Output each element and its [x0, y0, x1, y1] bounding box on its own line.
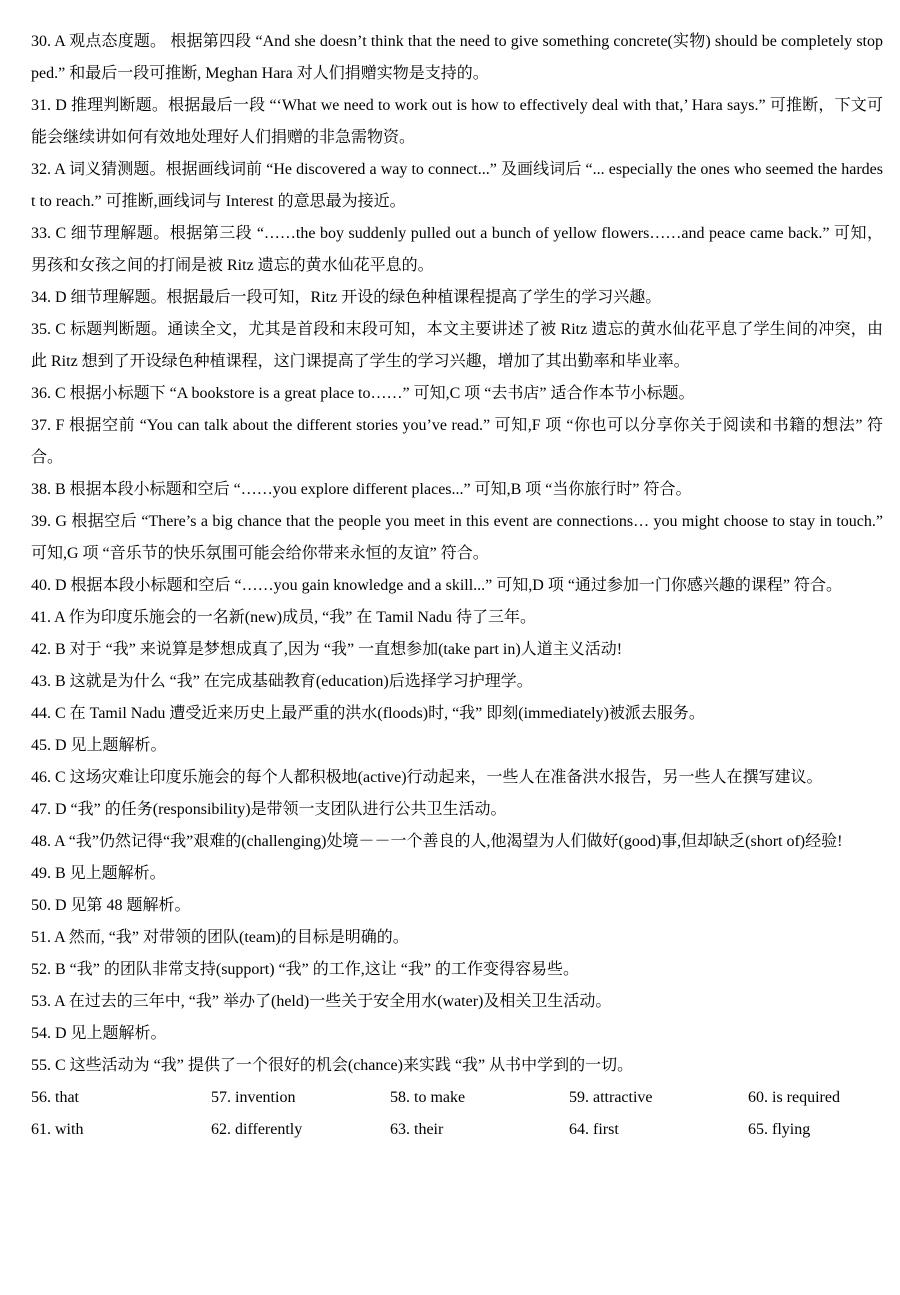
- answer-48: 48. A “我”仍然记得“我”艰难的(challenging)处境－－一个善良的人,他渴望为人们做好(good)事,但却缺乏(short of)经验!: [31, 833, 843, 850]
- answer-46: 46. C 这场灾难让印度乐施会的每个人都积极地(active)行动起来，一些人在准备洪水报告，另一些人在撰写建议。: [31, 769, 823, 786]
- answer-53: 53. A 在过去的三年中, “我” 举办了(held)一些关于安全用水(water)及相关卫生活动。: [31, 993, 612, 1010]
- answer-31: 31. D 推理判断题。根据最后一段 “‘What we need to work out is how to effectively deal with that,’ Hara says.” 可推断，下文可能会继续讲如何有效地处理好人们捐赠的非急需物资。: [31, 97, 883, 146]
- answer-55: 55. C 这些活动为 “我” 提供了一个很好的机会(chance)来实践 “我” 从书中学到的一切。: [31, 1057, 634, 1074]
- answer-explanations: [31, 26, 883, 1082]
- answer-40: 40. D 根据本段小标题和空后 “……you gain knowledge and a skill...” 可知,D 项 “通过参加一门你感兴趣的课程” 符合。: [31, 577, 843, 594]
- answer-50: 50. D 见第 48 题解析。: [31, 897, 191, 914]
- answer-41: 41. A 作为印度乐施会的一名新(new)成员, “我” 在 Tamil Nadu 待了三年。: [31, 609, 537, 626]
- fill-answer-59: 59. attractive: [569, 1089, 653, 1106]
- answer-49: 49. B 见上题解析。: [31, 865, 166, 882]
- answer-45: 45. D 见上题解析。: [31, 737, 167, 754]
- fill-answer-62: 62. differently: [211, 1121, 303, 1138]
- answer-43: 43. B 这就是为什么 “我” 在完成基础教育(education)后选择学习护理学。: [31, 673, 533, 690]
- answer-38: 38. B 根据本段小标题和空后 “……you explore different places...” 可知,B 项 “当你旅行时” 符合。: [31, 481, 692, 498]
- answer-32: 32. A 词义猜测题。根据画线词前 “He discovered a way to connect...” 及画线词后 “... especially the ones who seemed the hardest to reach.” 可推断,画线词与 Interest 的意思最为接近。: [31, 161, 883, 210]
- fill-answer-58: 58. to make: [390, 1089, 466, 1106]
- fill-in-answers-grid: [31, 1082, 883, 1146]
- answer-key-page: [31, 26, 883, 1146]
- fill-answer-64: 64. first: [569, 1121, 619, 1138]
- answer-37: 37. F 根据空前 “You can talk about the different stories you’ve read.” 可知,F 项 “你也可以分享你关于阅读和书籍的想法” 符合。: [31, 417, 883, 466]
- fill-answer-60: 60. is required: [748, 1089, 840, 1106]
- answer-35: 35. C 标题判断题。通读全文，尤其是首段和末段可知，本文主要讲述了被 Ritz 遗忘的黄水仙花平息了学生间的冲突，由此 Ritz 想到了开设绿色种植课程，这门课提高了学生的学习兴趣，增加了其出勤率和毕业率。: [31, 321, 883, 370]
- answer-34: 34. D 细节理解题。根据最后一段可知，Ritz 开设的绿色种植课程提高了学生的学习兴趣。: [31, 289, 662, 306]
- fill-answer-65: 65. flying: [748, 1121, 811, 1138]
- answer-36: 36. C 根据小标题下 “A bookstore is a great place to……” 可知,C 项 “去书店” 适合作本节小标题。: [31, 385, 695, 402]
- answer-54: 54. D 见上题解析。: [31, 1025, 167, 1042]
- fill-answer-61: 61. with: [31, 1121, 84, 1138]
- answer-52: 52. B “我” 的团队非常支持(support) “我” 的工作,这让 “我” 的工作变得容易些。: [31, 961, 579, 978]
- fill-answer-63: 63. their: [390, 1121, 444, 1138]
- answer-33: 33. C 细节理解题。根据第三段 “……the boy suddenly pulled out a bunch of yellow flowers……and peace came back.” 可知，男孩和女孩之间的打闹是被 Ritz 遗忘的黄水仙花平息的。: [31, 225, 883, 274]
- fill-answer-57: 57. invention: [211, 1089, 296, 1106]
- answer-30: 30. A 观点态度题。 根据第四段 “And she doesn’t think that the need to give something concrete(实物) should be completely stopped.” 和最后一段可推断, Meghan Hara 对人们捐赠实物是支持的。: [31, 33, 883, 82]
- answer-39: 39. G 根据空后 “There’s a big chance that the people you meet in this event are connections… you might choose to stay in touch.” 可知,G 项 “音乐节的快乐氛围可能会给你带来永恒的友谊” 符合。: [31, 513, 883, 562]
- fill-answer-56: 56. that: [31, 1089, 79, 1106]
- answer-42: 42. B 对于 “我” 来说算是梦想成真了,因为 “我” 一直想参加(take part in)人道主义活动!: [31, 641, 623, 658]
- answer-44: 44. C 在 Tamil Nadu 遭受近来历史上最严重的洪水(floods)时, “我” 即刻(immediately)被派去服务。: [31, 705, 705, 722]
- answer-51: 51. A 然而, “我” 对带领的团队(team)的目标是明确的。: [31, 929, 409, 946]
- answer-47: 47. D “我” 的任务(responsibility)是带领一支团队进行公共卫生活动。: [31, 801, 507, 818]
